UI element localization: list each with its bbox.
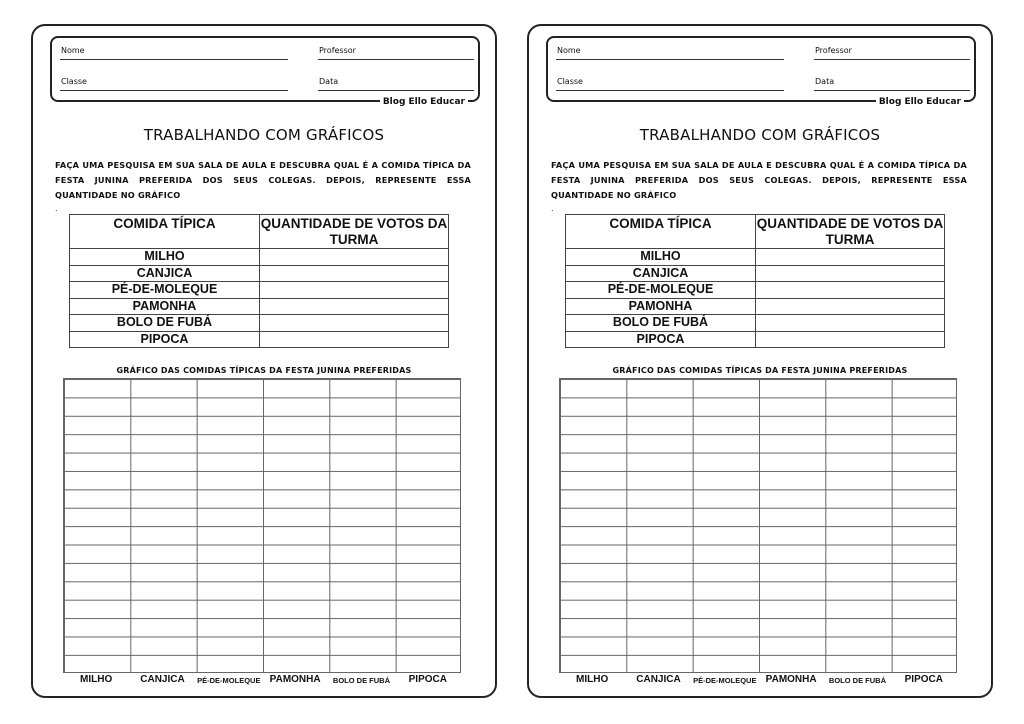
graph-grid[interactable]: [63, 378, 461, 673]
row-label: BOLO DE FUBÁ: [566, 315, 756, 332]
data-field[interactable]: [318, 74, 474, 91]
vote-cell[interactable]: [756, 249, 945, 266]
table-row: [566, 315, 945, 332]
nome-field[interactable]: [556, 43, 784, 60]
professor-field[interactable]: [814, 43, 970, 60]
data-label: Data: [815, 77, 835, 86]
classe-field[interactable]: [556, 74, 784, 91]
votes-table: [565, 214, 945, 348]
table-row: [566, 249, 945, 266]
x-label: BOLO DE FUBÁ: [828, 676, 887, 685]
brand-label: Blog Ello Educar: [380, 97, 468, 107]
row-label: MILHO: [566, 249, 756, 266]
row-label: BOLO DE FUBÁ: [70, 315, 260, 332]
vote-cell[interactable]: [260, 298, 449, 315]
vote-cell[interactable]: [260, 249, 449, 266]
x-label: PIPOCA: [408, 674, 447, 685]
worksheet-left: [31, 24, 497, 698]
page-title: TRABALHANDO COM GRÁFICOS: [143, 126, 385, 144]
worksheet-right: [527, 24, 993, 698]
nome-label: Nome: [61, 46, 85, 55]
col-votos-header: QUANTIDADE DE VOTOS DA TURMA: [260, 216, 448, 247]
table-row: [566, 265, 945, 282]
table-row: [566, 331, 945, 348]
x-label: MILHO: [80, 674, 113, 685]
vote-cell[interactable]: [260, 315, 449, 332]
data-field[interactable]: [814, 74, 970, 91]
row-label: PAMONHA: [566, 298, 756, 315]
x-label: CANJICA: [636, 674, 681, 685]
student-info-box: [50, 36, 480, 107]
graph-title: GRÁFICO DAS COMIDAS TÍPICAS DA FESTA JUNINA PREFERIDAS: [116, 366, 412, 375]
nome-field[interactable]: [60, 43, 288, 60]
x-label: CANJICA: [140, 674, 185, 685]
x-label: PIPOCA: [904, 674, 943, 685]
page-title: TRABALHANDO COM GRÁFICOS: [639, 126, 881, 144]
instructions: FAÇA UMA PESQUISA EM SUA SALA DE AULA E DESCUBRA QUAL É A COMIDA TÍPICA DA FESTA JUNINA PREFERIDA DOS SEUS COLEGAS. DEPOIS, REPRESENTE ESSA QUANTIDADE NO GRÁFICO: [55, 160, 471, 200]
row-label: PAMONHA: [70, 298, 260, 315]
row-label: MILHO: [70, 249, 260, 266]
table-row: [70, 298, 449, 315]
professor-label: Professor: [815, 46, 852, 55]
row-label: PIPOCA: [70, 331, 260, 348]
col-comida-header: COMIDA TÍPICA: [70, 215, 260, 249]
vote-cell[interactable]: [756, 315, 945, 332]
data-label: Data: [319, 77, 339, 86]
dot-mark: .: [55, 204, 58, 213]
graph-grid[interactable]: [559, 378, 957, 673]
vote-cell[interactable]: [756, 265, 945, 282]
x-label: BOLO DE FUBÁ: [332, 676, 391, 685]
row-label: PÉ-DE-MOLEQUE: [566, 282, 756, 299]
x-label: PÉ-DE-MOLEQUE: [197, 676, 261, 685]
row-label: PÉ-DE-MOLEQUE: [70, 282, 260, 299]
dot-mark: .: [551, 204, 554, 213]
nome-label: Nome: [557, 46, 581, 55]
student-info-box: [546, 36, 976, 107]
graph-x-labels: [559, 674, 957, 685]
vote-cell[interactable]: [756, 282, 945, 299]
table-row: [566, 282, 945, 299]
graph-x-labels: [63, 674, 461, 685]
classe-field[interactable]: [60, 74, 288, 91]
table-row: [566, 298, 945, 315]
col-comida-header: COMIDA TÍPICA: [566, 215, 756, 249]
graph-title: GRÁFICO DAS COMIDAS TÍPICAS DA FESTA JUNINA PREFERIDAS: [612, 366, 908, 375]
classe-label: Classe: [61, 77, 87, 86]
brand-label: Blog Ello Educar: [876, 97, 964, 107]
votes-table: [69, 214, 449, 348]
professor-label: Professor: [319, 46, 356, 55]
x-label: PAMONHA: [765, 674, 817, 685]
table-row: [70, 282, 449, 299]
vote-cell[interactable]: [756, 331, 945, 348]
vote-cell[interactable]: [260, 282, 449, 299]
classe-label: Classe: [557, 77, 583, 86]
vote-cell[interactable]: [756, 298, 945, 315]
row-label: CANJICA: [566, 265, 756, 282]
table-row: [70, 331, 449, 348]
table-row: [70, 249, 449, 266]
x-label: PAMONHA: [269, 674, 321, 685]
table-row: [70, 265, 449, 282]
row-label: PIPOCA: [566, 331, 756, 348]
vote-cell[interactable]: [260, 265, 449, 282]
row-label: CANJICA: [70, 265, 260, 282]
professor-field[interactable]: [318, 43, 474, 60]
x-label: PÉ-DE-MOLEQUE: [693, 676, 757, 685]
instructions: FAÇA UMA PESQUISA EM SUA SALA DE AULA E DESCUBRA QUAL É A COMIDA TÍPICA DA FESTA JUNINA PREFERIDA DOS SEUS COLEGAS. DEPOIS, REPRESENTE ESSA QUANTIDADE NO GRÁFICO: [551, 160, 967, 200]
col-votos-header: QUANTIDADE DE VOTOS DA TURMA: [756, 216, 944, 247]
table-row: [70, 315, 449, 332]
vote-cell[interactable]: [260, 331, 449, 348]
x-label: MILHO: [576, 674, 609, 685]
